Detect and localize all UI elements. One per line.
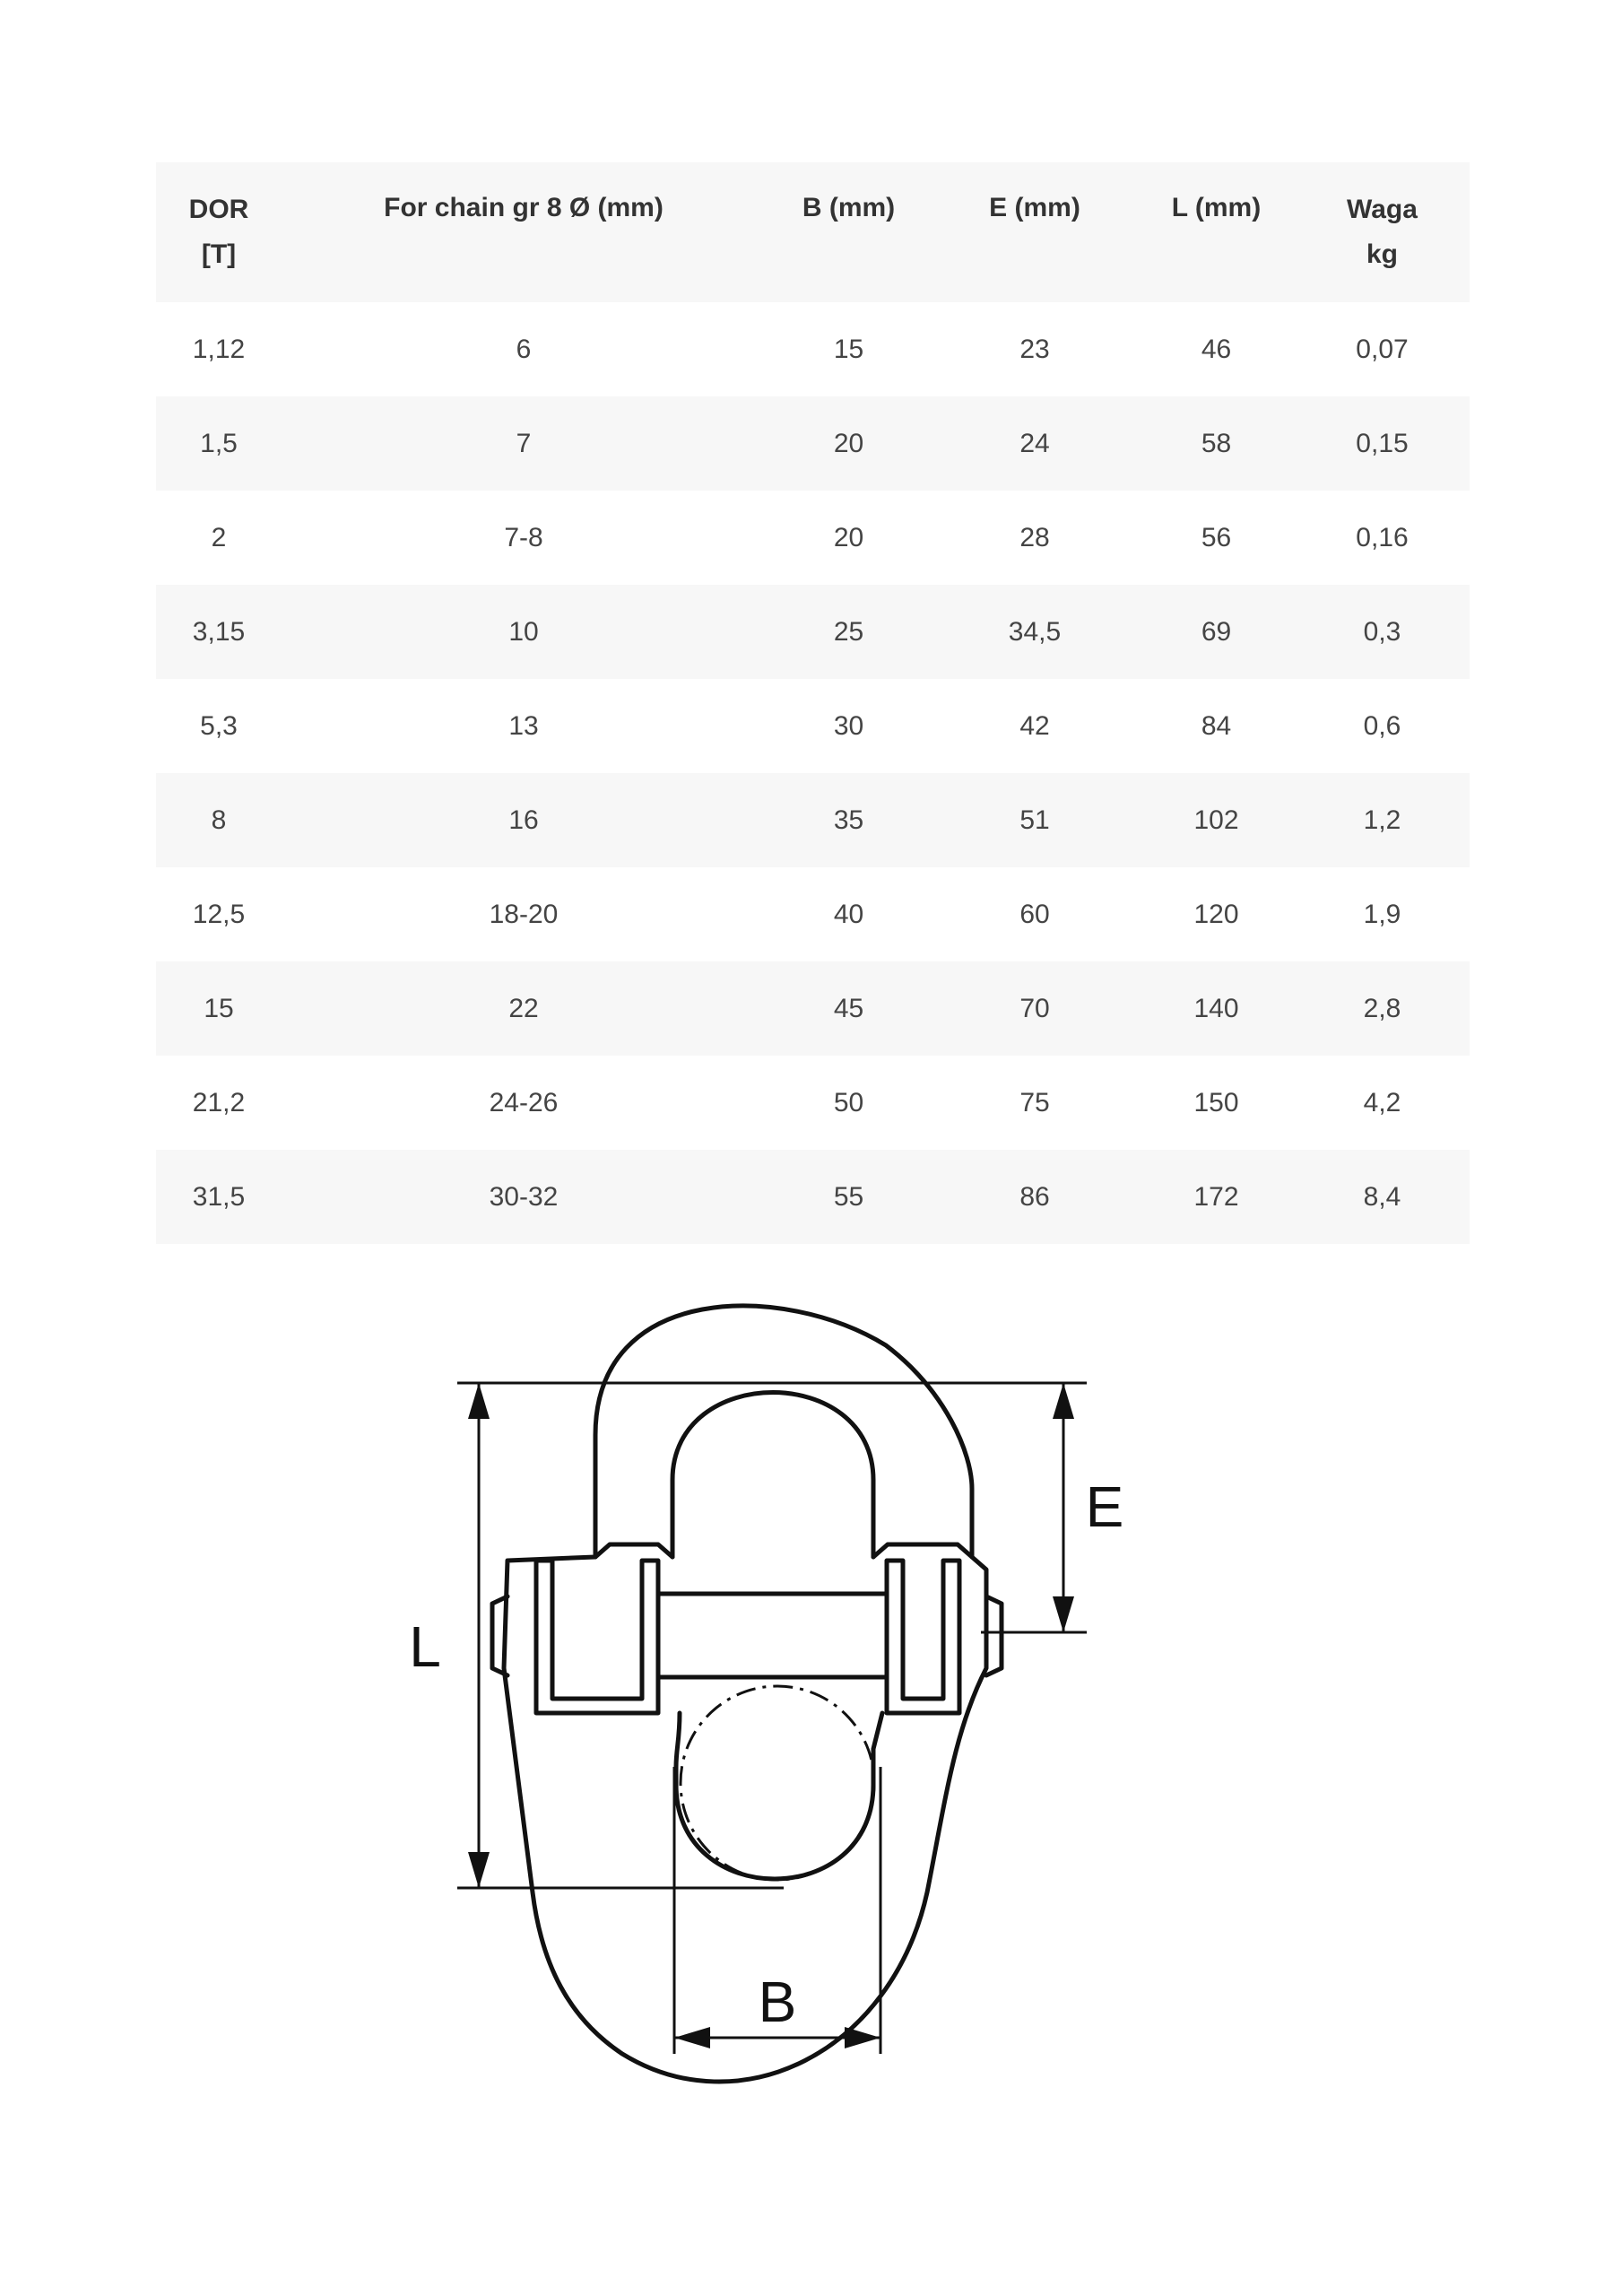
dim-b-arrow-left <box>674 2027 710 2048</box>
table-row <box>156 867 1470 961</box>
table-cell: 42 <box>1019 710 1050 741</box>
header-waga: Waga kg <box>1347 195 1418 269</box>
table-row <box>156 773 1470 867</box>
table-cell: 8 <box>211 804 227 835</box>
dim-e-arrow-bottom <box>1053 1596 1074 1632</box>
table-cell: 28 <box>1019 522 1050 552</box>
chain-section-circle <box>681 1686 874 1880</box>
table-cell: 30 <box>833 710 864 741</box>
header-row <box>156 162 1470 302</box>
table-cell: 75 <box>1019 1087 1050 1118</box>
table-cell: 25 <box>833 616 864 647</box>
table-cell: 2,8 <box>1363 993 1401 1023</box>
table-header <box>156 162 1470 302</box>
table-row <box>156 679 1470 773</box>
table-cell: 45 <box>833 993 864 1023</box>
table-cell: 34,5 <box>1008 616 1062 647</box>
table-cell: 7 <box>516 428 532 458</box>
table-row <box>156 585 1470 679</box>
connecting-link-drawing <box>156 1265 1470 2117</box>
table-cell: 69 <box>1201 616 1232 647</box>
header-l: L (mm) <box>1171 193 1262 222</box>
table-cell: 8,4 <box>1363 1181 1401 1212</box>
table-cell: 6 <box>516 334 532 364</box>
table-cell: 58 <box>1201 428 1232 458</box>
table-cell: 120 <box>1193 899 1239 929</box>
table-cell: 84 <box>1201 710 1232 741</box>
spec-table <box>156 162 1470 1244</box>
table-cell: 102 <box>1193 804 1239 835</box>
dim-l-arrow-bottom <box>468 1852 490 1888</box>
table-cell: 12,5 <box>192 899 246 929</box>
center-pin <box>658 1594 887 1677</box>
table-cell: 0,16 <box>1356 522 1409 552</box>
right-pin-head <box>986 1596 1002 1675</box>
dim-l-arrow-top <box>468 1383 490 1419</box>
table-cell: 20 <box>833 428 864 458</box>
table-cell: 50 <box>833 1087 864 1118</box>
right-slot <box>887 1561 959 1713</box>
left-slot <box>536 1561 658 1713</box>
dim-label-b: B <box>758 1970 797 2034</box>
table-cell: 172 <box>1193 1181 1239 1212</box>
table-cell: 4,2 <box>1363 1087 1401 1118</box>
table-cell: 21,2 <box>192 1087 246 1118</box>
table-cell: 5,3 <box>200 710 238 741</box>
table-cell: 15 <box>833 334 864 364</box>
table-cell: 1,2 <box>1363 804 1401 835</box>
table-cell: 22 <box>508 993 539 1023</box>
table-cell: 16 <box>508 804 539 835</box>
table-cell: 1,12 <box>192 334 246 364</box>
table-cell: 2 <box>211 522 227 552</box>
header-b: B (mm) <box>802 193 896 222</box>
table-cell: 56 <box>1201 522 1232 552</box>
table-cell: 70 <box>1019 993 1050 1023</box>
dim-e-arrow-top <box>1053 1383 1074 1419</box>
table-cell: 0,6 <box>1363 710 1401 741</box>
table-cell: 13 <box>508 710 539 741</box>
table-row <box>156 1056 1470 1150</box>
dim-b-arrow-right <box>845 2027 880 2048</box>
table-row <box>156 1150 1470 1244</box>
link-outer-outline <box>504 1306 986 2082</box>
table-cell: 46 <box>1201 334 1232 364</box>
table-cell: 86 <box>1019 1181 1050 1212</box>
link-inner-bow <box>672 1393 873 1558</box>
table-cell: 24-26 <box>489 1087 559 1118</box>
link-lower-eye <box>676 1713 882 1879</box>
table-cell: 150 <box>1193 1087 1239 1118</box>
table-cell: 7-8 <box>504 522 543 552</box>
table-cell: 51 <box>1019 804 1050 835</box>
header-e: E (mm) <box>989 193 1080 222</box>
table-cell: 140 <box>1193 993 1239 1023</box>
table-cell: 60 <box>1019 899 1050 929</box>
table-cell: 10 <box>508 616 539 647</box>
table-row <box>156 491 1470 585</box>
table-row <box>156 396 1470 491</box>
dim-label-l: L <box>409 1614 441 1679</box>
table-cell: 3,15 <box>192 616 246 647</box>
header-dor: DOR [T] <box>188 195 249 269</box>
table-cell: 55 <box>833 1181 864 1212</box>
table-row <box>156 961 1470 1056</box>
table-cell: 31,5 <box>192 1181 246 1212</box>
table-cell: 0,3 <box>1363 616 1401 647</box>
table-row <box>156 302 1470 396</box>
table-cell: 24 <box>1019 428 1050 458</box>
dim-label-e: E <box>1085 1474 1124 1539</box>
header-chain: For chain gr 8 Ø (mm) <box>384 193 664 222</box>
table-cell: 35 <box>833 804 864 835</box>
table-cell: 23 <box>1019 334 1050 364</box>
table-cell: 18-20 <box>489 899 559 929</box>
table-cell: 20 <box>833 522 864 552</box>
table-cell: 0,15 <box>1356 428 1409 458</box>
table-cell: 1,5 <box>200 428 238 458</box>
table-cell: 0,07 <box>1356 334 1409 364</box>
table-cell: 30-32 <box>489 1181 559 1212</box>
table-body <box>156 302 1470 1244</box>
table-cell: 40 <box>833 899 864 929</box>
table-cell: 15 <box>204 993 234 1023</box>
table-cell: 1,9 <box>1363 899 1401 929</box>
